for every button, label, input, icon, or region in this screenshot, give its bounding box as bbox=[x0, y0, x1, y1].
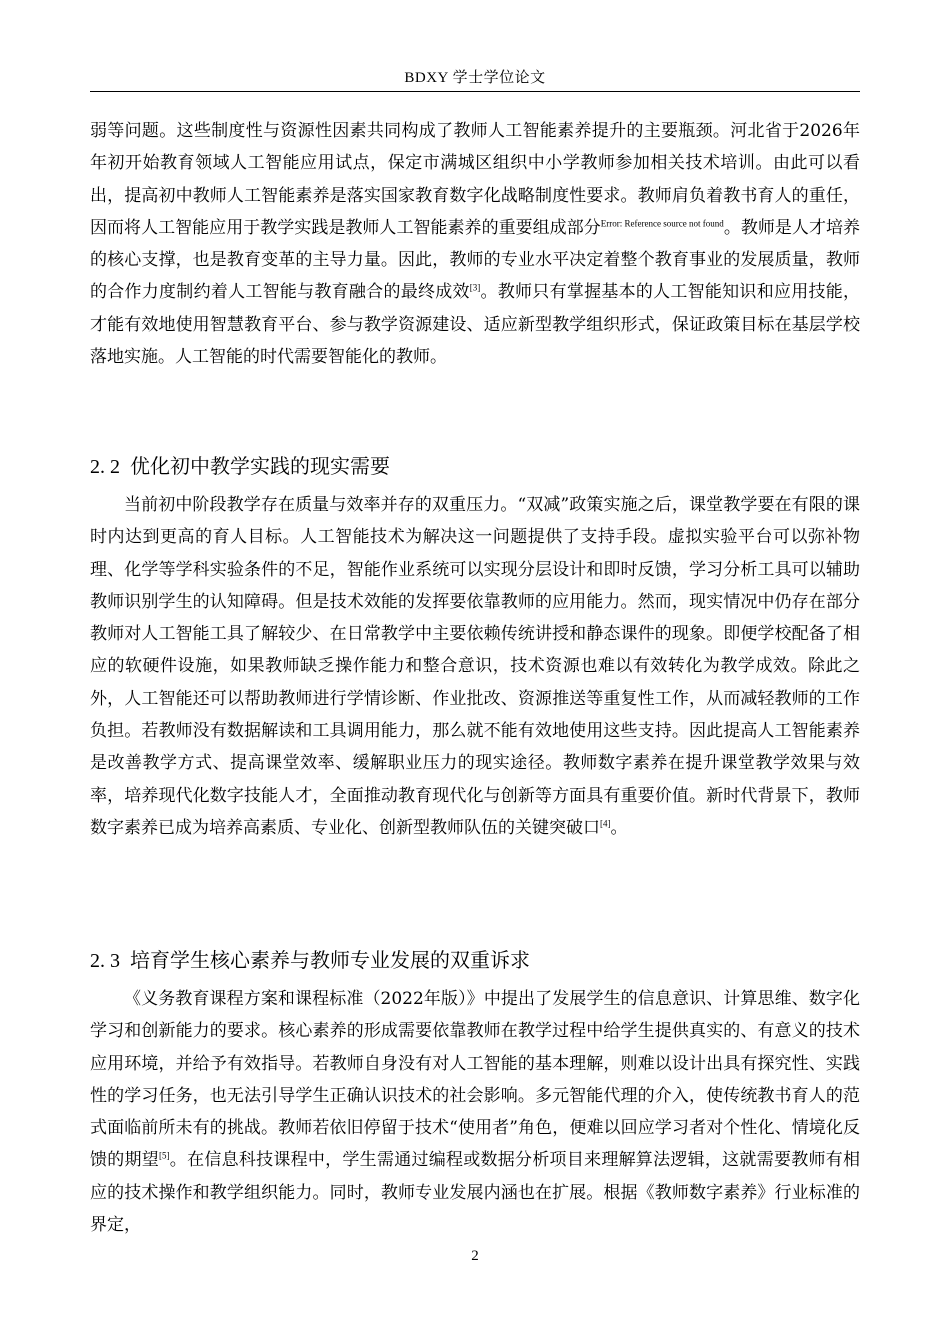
citation-5: [5] bbox=[159, 1150, 170, 1161]
section-heading-2-3 bbox=[90, 944, 530, 973]
page-number: 2 bbox=[471, 1248, 479, 1264]
header-rule bbox=[90, 91, 860, 92]
section-heading-2-2 bbox=[90, 450, 390, 479]
section23-text-a: 《义务教育课程方案和课程标准（2022年版）》中提出了发展学生的信息意识、计算思维、数字化学习和创新能力的要求。核心素养的形成需要依靠教师在教学过程中给学生提供真实的、有意义的技术应用环境，并给予有效指导。若教师自身没有对人工智能的基本理解，则难以设计出具有探究性、实践性的学习任务，也无法引导学生正确认识技术的社会影响。多元智能代理的介入，使传统教书育人的范式面临前所未有的挑战。教师若依旧停留于技术“使用者”角色，便难以回应学习者对个性化、情境化反馈的期望 bbox=[90, 989, 860, 1171]
body-paragraph bbox=[90, 489, 860, 844]
running-header: BDXY 学士学位论文 bbox=[404, 70, 546, 86]
para1-text-b: 。教师是人才培养的核心支撑，也是教育变革的主导力量。因此，教师的专业水平决定着整个教育事业的发展质量，教师的合作力度制约着人工智能与教育融合的最终成效 bbox=[90, 217, 860, 303]
body-paragraph bbox=[90, 983, 860, 1241]
section22-text: 当前初中阶段教学存在质量与效率并存的双重压力。“双减”政策实施之后，课堂教学要在有限的课时内达到更高的育人目标。人工智能技术为解决这一问题提供了支持手段。虚拟实验平台可以弥补物理、化学等学科实验条件的不足，智能作业系统可以实现分层设计和即时反馈，学习分析工具可以辅助教师识别学生的认知障碍。但是技术效能的发挥要依靠教师的应用能力。然而，现实情况中仍存在部分教师对人工智能工具了解较少、在日常教学中主要依赖传统讲授和静态课件的现象。即便学校配备了相应的软硬件设施，如果教师缺乏操作能力和整合意识，技术资源也难以有效转化为教学成效。除此之外，人工智能还可以帮助教师进行学情诊断、作业批改、资源推送等重复性工作，从而减轻教师的工作负担。若教师没有数据解读和工具调用能力，那么就不能有效地使用这些支持。因此提高人工智能素养是改善教学方式、提高课堂效率、缓解职业压力的现实途径。教师数字素养在提升课堂教学效果与效率，培养现代化数字技能人才，全面推动教育现代化与创新等方面具有重要价值。新时代背景下，教师数字素养已成为培养高素质、专业化、创新型教师队伍的关键突破口 bbox=[90, 495, 860, 838]
section-2-2-body bbox=[90, 489, 860, 844]
section-number: 2. 3 bbox=[90, 950, 120, 972]
section-2-3-body bbox=[90, 983, 860, 1241]
paragraph-continuation bbox=[90, 115, 860, 373]
section22-tail: 。 bbox=[610, 817, 628, 838]
section-title: 培育学生核心素养与教师专业发展的双重诉求 bbox=[130, 948, 530, 972]
para1-text-c: 。教师只有掌握基本的人工智能知识和应用技能，才能有效地使用智慧教育平台、参与教学资源建设、适应新型教学组织形式，保证政策目标在基层学校落地实施。人工智能的时代需要智能化的教师。 bbox=[90, 282, 860, 368]
section23-text-b: 。在信息科技课程中，学生需通过编程或数据分析项目来理解算法逻辑，这就需要教师有相应的技术操作和教学组织能力。同时，教师专业发展内涵也在扩展。根据《教师数字素养》行业标准的界定， bbox=[90, 1150, 860, 1236]
para1-text-a: 弱等问题。这些制度性与资源性因素共同构成了教师人工智能素养提升的主要瓶颈。河北省于2026年年初开始教育领域人工智能应用试点，保定市满城区组织中小学教师参加相关技术培训。由此可以看出，提高初中教师人工智能素养是落实国家教育数字化战略制度性要求。教师肩负着教书育人的重任，因而将人工智能应用于教学实践是教师人工智能素养的重要组成部分 bbox=[90, 121, 860, 238]
citation-3: [3] bbox=[469, 282, 481, 293]
body-paragraph bbox=[90, 115, 860, 373]
citation-4: [4] bbox=[600, 818, 611, 829]
section-number: 2. 2 bbox=[90, 456, 120, 478]
reference-error: Error: Reference source not found bbox=[600, 218, 724, 229]
section-title: 优化初中教学实践的现实需要 bbox=[130, 454, 390, 478]
